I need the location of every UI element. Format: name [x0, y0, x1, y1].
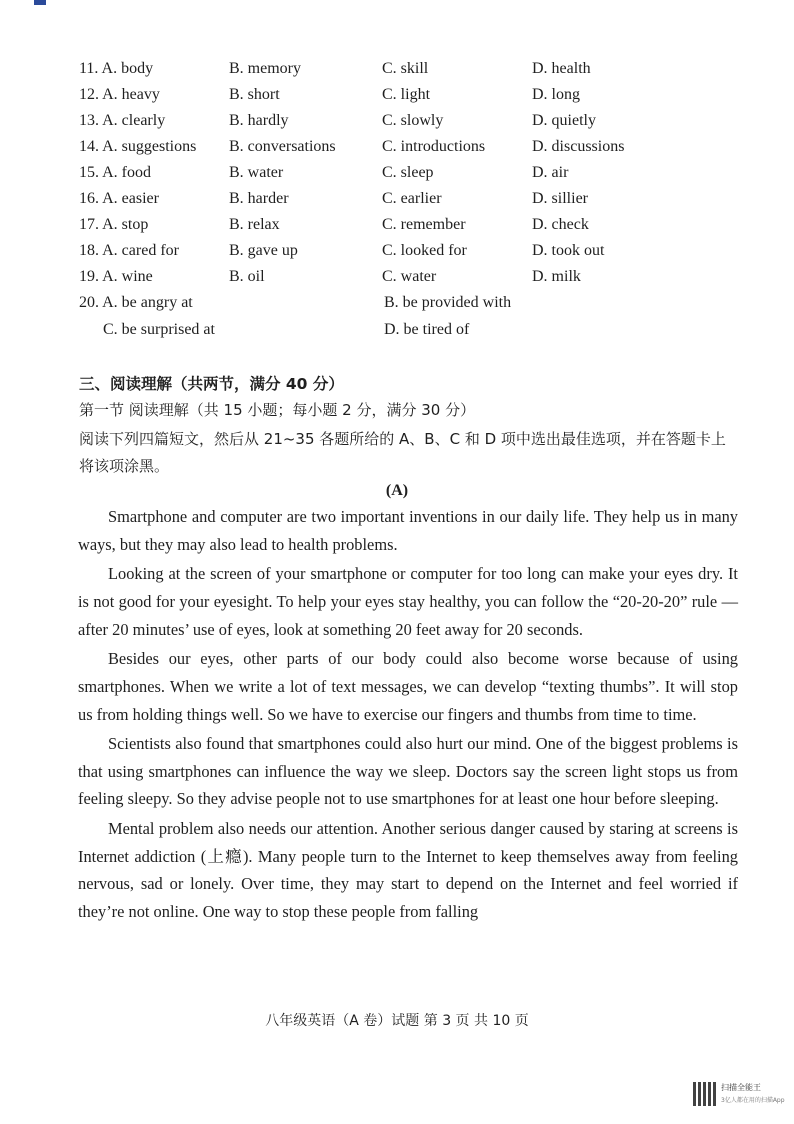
option-c: C. sleep — [382, 164, 434, 181]
option-d: D. discussions — [532, 138, 625, 155]
option-row — [0, 266, 794, 288]
option-a — [79, 266, 153, 288]
passage-label: (A) — [385, 482, 409, 499]
option-a-text: A. heavy — [102, 86, 160, 103]
option-d: D. quietly — [532, 112, 596, 129]
question-number: 12. — [79, 86, 99, 103]
option-d: D. took out — [532, 242, 605, 259]
option-a-text: A. wine — [102, 268, 153, 285]
option-row — [0, 162, 794, 184]
option-b: B. water — [229, 164, 284, 181]
question-number: 16. — [79, 190, 99, 207]
question-number: 15. — [79, 164, 99, 181]
option-a — [79, 188, 159, 210]
option-a-text: A. food — [102, 164, 152, 181]
page-footer: 八年级英语（A 卷）试题 第 3 页 共 10 页 — [265, 1013, 529, 1029]
option-a — [79, 110, 165, 132]
option-b: B. memory — [229, 60, 301, 77]
passage-paragraph: Smartphone and computer are two important inventions in our daily life. They help us in many ways, but they may also lead to health problems. — [78, 507, 738, 554]
option-a — [79, 240, 179, 262]
question-number: 17. — [79, 216, 99, 233]
passage-body — [78, 503, 738, 927]
option-a-text: A. body — [101, 60, 154, 77]
question-number: 18. — [79, 242, 99, 259]
option-a-text: A. clearly — [102, 112, 166, 129]
section-subheading: 第一节 阅读理解（共 15 小题；每小题 2 分，满分 30 分） — [79, 401, 476, 419]
option-a-text: A. easier — [102, 190, 159, 207]
question-number: 19. — [79, 268, 99, 285]
option-row — [0, 110, 794, 132]
option-row-20-first — [0, 292, 794, 314]
option-c: C. water — [382, 268, 437, 285]
option-a — [79, 136, 196, 158]
question-number: 13. — [79, 112, 99, 129]
option-c: C. remember — [382, 216, 466, 233]
option-c: C. slowly — [382, 112, 444, 129]
option-b: B. relax — [229, 216, 280, 233]
option-a — [79, 162, 151, 184]
option-b: B. gave up — [229, 242, 298, 259]
option-row — [0, 214, 794, 236]
option-c: C. skill — [382, 60, 429, 77]
passage-paragraph: Mental problem also needs our attention. Another serious danger caused by staring at screens is Internet addiction (上瘾). Many people turn to the Internet to keep themselves away from feeling nervous, sad or lonely. Over time, they may start to depend on the Internet and feel worried if they’re not online. One way to stop these people from falling — [78, 818, 738, 922]
option-b: B. short — [229, 86, 280, 103]
option-c: C. introductions — [382, 138, 486, 155]
qr-code-icon — [693, 1082, 717, 1106]
corner-mark — [34, 0, 46, 5]
option-a — [79, 84, 160, 106]
option-b: B. hardly — [229, 112, 289, 129]
question-number: 14. — [79, 138, 99, 155]
option-b: B. conversations — [229, 138, 336, 155]
scanner-watermark-subtitle: 3亿人都在用的扫描App — [721, 1097, 785, 1104]
option-row-20-second — [0, 319, 794, 341]
option-a-text: A. stop — [102, 216, 149, 233]
option-d: D. sillier — [532, 190, 588, 207]
option-d: D. check — [532, 216, 589, 233]
option-d: D. milk — [532, 268, 581, 285]
option-b: B. oil — [229, 268, 265, 285]
option-row — [0, 136, 794, 158]
option-b: B. harder — [229, 190, 289, 207]
option-row — [0, 84, 794, 106]
option-d: D. long — [532, 86, 580, 103]
passage-paragraph: Looking at the screen of your smartphone or computer for too long can make your eyes dry. It is not good for your eyesight. To help your eyes stay healthy, you can follow the “20-20-20” rule — after 20 minutes’ use of eyes, look at something 20 feet away for 20 seconds. — [78, 564, 738, 639]
option-20-b: B. be provided with — [384, 294, 512, 311]
option-20-c: C. be surprised at — [103, 321, 215, 338]
option-20-a: 20. A. be angry at — [79, 294, 193, 311]
scanner-watermark — [693, 1080, 785, 1108]
option-row — [0, 188, 794, 210]
option-c: C. light — [382, 86, 431, 103]
option-d: D. air — [532, 164, 569, 181]
option-20-d: D. be tired of — [384, 321, 470, 338]
option-a — [79, 214, 148, 236]
option-row — [0, 58, 794, 80]
option-a-text: A. suggestions — [102, 138, 197, 155]
option-d: D. health — [532, 60, 591, 77]
option-c: C. looked for — [382, 242, 467, 259]
option-c: C. earlier — [382, 190, 442, 207]
option-row — [0, 240, 794, 262]
option-a — [79, 58, 153, 80]
section-heading: 三、阅读理解（共两节，满分 40 分） — [79, 375, 344, 393]
scanner-watermark-title: 扫描全能王 — [721, 1083, 761, 1092]
passage-paragraph: Besides our eyes, other parts of our body could also become worse because of using smartphones. When we write a lot of text messages, we can develop “texting thumbs”. It will stop us from holding things well. So we have to exercise our fingers and thumbs from time to time. — [78, 648, 738, 724]
section-instruction: 阅读下列四篇短文，然后从 21~35 各题所给的 A、B、C 和 D 项中选出最佳选项，并在答题卡上将该项涂黑。 — [79, 430, 726, 475]
option-a-text: A. cared for — [102, 242, 179, 259]
passage-paragraph: Scientists also found that smartphones could also hurt our mind. One of the biggest problems is that using smartphones can influence the way we sleep. Doctors say the screen light stops us from feeling sleepy. So they advise people not to use smartphones for at least one hour before sleeping. — [78, 733, 738, 809]
question-number: 11. — [79, 60, 99, 77]
